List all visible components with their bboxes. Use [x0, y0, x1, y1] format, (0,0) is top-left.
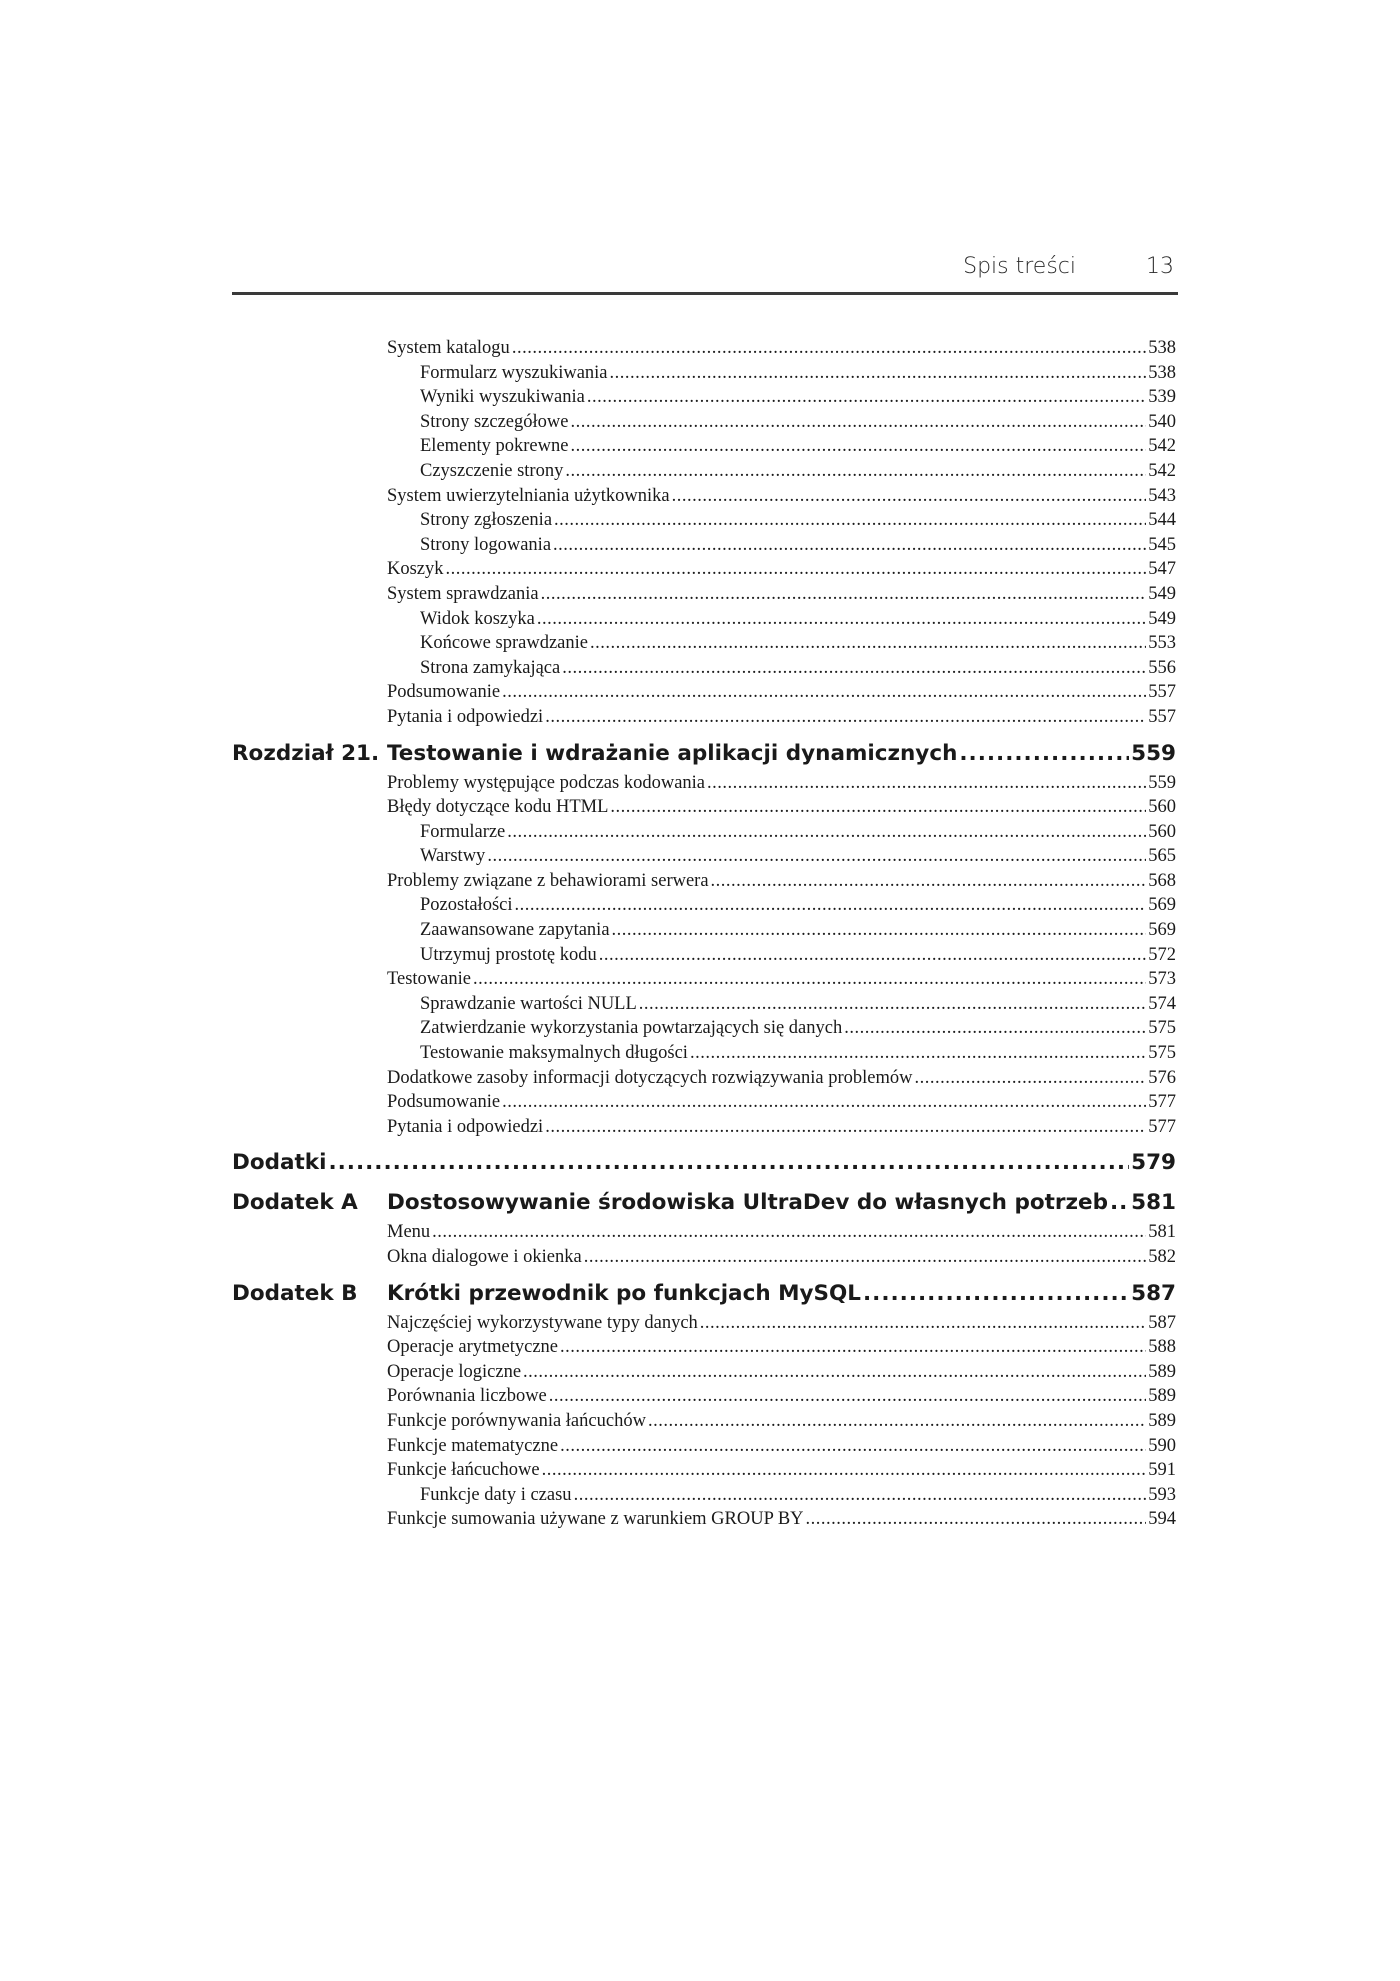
dot-leader [502, 680, 1146, 705]
toc-entry-title: Strony szczegółowe [420, 411, 569, 432]
toc-entry [232, 1360, 1176, 1385]
toc-entry-page-number: 538 [1148, 338, 1176, 358]
chapter-page-number: 559 [1131, 740, 1176, 766]
toc-entry-title: Operacje logiczne [387, 1361, 522, 1382]
toc-entry-title: Wyniki wyszukiwania [420, 387, 585, 408]
toc-entry-title: Strony zgłoszenia [420, 510, 553, 531]
toc-entry-page-number: 543 [1148, 485, 1176, 506]
dot-leader [707, 771, 1146, 796]
dot-leader [700, 1311, 1146, 1336]
toc-entry-title: Testowanie [387, 969, 471, 990]
chapter-21-heading [232, 738, 1176, 770]
toc-entry-title: Strony logowania [420, 534, 552, 555]
dot-leader [549, 1384, 1146, 1409]
toc-entry-title: Zatwierdzanie wykorzystania powtarzających się danych [420, 1018, 843, 1039]
toc-entry [232, 508, 1176, 533]
toc-entry-page-number: 565 [1148, 846, 1176, 867]
dot-leader [610, 361, 1147, 386]
dot-leader [863, 1278, 1129, 1310]
dot-leader [523, 1360, 1146, 1385]
toc-entry [232, 1507, 1176, 1532]
toc-entry-page-number: 545 [1148, 534, 1176, 555]
toc-entry-title: Zaawansowane zapytania [420, 920, 610, 941]
dot-leader [541, 582, 1147, 607]
toc-entry-page-number: 557 [1148, 706, 1176, 727]
toc-entry [232, 484, 1176, 509]
appendix-page-number: 581 [1131, 1190, 1176, 1216]
toc-entry [232, 1409, 1176, 1434]
running-header-page-number: 13 [1146, 254, 1174, 279]
appendix-title: Dostosowywanie środowiska UltraDev do własnych potrzeb [387, 1190, 1108, 1216]
toc-entry [232, 459, 1176, 484]
toc-entry-page-number: 542 [1148, 436, 1176, 457]
dot-leader [612, 918, 1147, 943]
toc-entry [232, 361, 1176, 386]
running-header-title: Spis treści [963, 254, 1076, 279]
dot-leader [328, 1147, 1129, 1179]
toc-entry-title: Funkcje sumowania używane z warunkiem GROUP BY [387, 1509, 804, 1530]
dot-leader [542, 1458, 1147, 1483]
appendices-heading [232, 1147, 1176, 1179]
toc-group-chapter-21 [232, 771, 1176, 1140]
toc-entry-title: Porównania liczbowe [387, 1386, 547, 1407]
toc-entry [232, 1066, 1176, 1091]
dot-leader [562, 656, 1146, 681]
toc-entry [232, 844, 1176, 869]
chapter-label: Rozdział 21. [232, 740, 380, 766]
toc-entry-page-number: 576 [1148, 1067, 1176, 1088]
appendix-title: Krótki przewodnik po funkcjach MySQL [387, 1280, 861, 1306]
toc-entry-page-number: 538 [1148, 362, 1176, 383]
toc-entry-page-number: 573 [1148, 969, 1176, 990]
toc-entry-page-number: 539 [1148, 387, 1176, 408]
chapter-title: Testowanie i wdrażanie aplikacji dynamicznych [387, 740, 958, 766]
toc-entry [232, 705, 1176, 730]
toc-entry [232, 893, 1176, 918]
toc-entry [232, 1384, 1176, 1409]
toc-entry-page-number: 589 [1148, 1386, 1176, 1407]
toc-entry [232, 795, 1176, 820]
appendix-label: Dodatek B [232, 1280, 358, 1306]
toc-entry-title: Menu [387, 1222, 431, 1243]
page-header [232, 250, 1178, 295]
toc-entry-page-number: 549 [1148, 583, 1176, 604]
toc-entry-title: Błędy dotyczące kodu HTML [387, 797, 609, 818]
toc-entry [232, 1434, 1176, 1459]
dot-leader [639, 992, 1146, 1017]
toc-entry [232, 1090, 1176, 1115]
toc-entry-page-number: 587 [1148, 1312, 1176, 1333]
dot-leader [570, 410, 1146, 435]
toc-entry-title: Czyszczenie strony [420, 460, 564, 481]
toc-entry-title: Dodatkowe zasoby informacji dotyczących rozwiązywania problemów [387, 1067, 913, 1088]
toc-entry [232, 967, 1176, 992]
toc-entry-page-number: 575 [1148, 1043, 1176, 1064]
toc-entry-title: System sprawdzania [387, 583, 539, 604]
dot-leader [711, 869, 1147, 894]
toc-entry-title: Podsumowanie [387, 1092, 501, 1113]
appendix-page-number: 587 [1131, 1280, 1176, 1306]
toc-entry [232, 1335, 1176, 1360]
toc-entry-page-number: 569 [1148, 895, 1176, 916]
toc-entry-title: Funkcje daty i czasu [420, 1484, 572, 1505]
toc-entry-page-number: 582 [1148, 1247, 1176, 1267]
dot-leader [515, 893, 1147, 918]
toc-entry-page-number: 593 [1148, 1484, 1176, 1505]
toc-entry [232, 1458, 1176, 1483]
toc-entry [232, 771, 1176, 796]
toc-entry-title: Pozostałości [420, 895, 513, 916]
toc-entry-title: Końcowe sprawdzanie [420, 633, 588, 654]
toc-entry [232, 385, 1176, 410]
dot-leader [806, 1507, 1147, 1532]
toc-entry-page-number: 590 [1148, 1435, 1176, 1456]
toc-entry-page-number: 575 [1148, 1018, 1176, 1039]
dot-leader [599, 943, 1146, 968]
appendix-a-heading [232, 1187, 1176, 1219]
toc-entry-page-number: 540 [1148, 411, 1176, 432]
dot-leader [570, 434, 1146, 459]
toc-entry [232, 1245, 1176, 1270]
toc-entry [232, 631, 1176, 656]
toc-entry [232, 533, 1176, 558]
dot-leader [959, 738, 1129, 770]
toc-entry-title: Elementy pokrewne [420, 436, 569, 457]
toc-group-chapter-20-continued [232, 336, 1176, 730]
toc-entry-page-number: 591 [1148, 1460, 1176, 1481]
dot-leader [584, 1245, 1147, 1270]
toc-entry-title: Pytania i odpowiedzi [387, 1116, 544, 1137]
toc-entry [232, 434, 1176, 459]
toc-entry-page-number: 569 [1148, 920, 1176, 941]
dot-leader [446, 557, 1147, 582]
toc-entry-page-number: 594 [1148, 1509, 1176, 1530]
toc-entry [232, 1483, 1176, 1508]
toc-entry-title: Podsumowanie [387, 682, 501, 703]
toc-entry-page-number: 574 [1148, 993, 1176, 1014]
toc-entry-title: Problemy występujące podczas kodowania [387, 772, 706, 793]
table-of-contents [232, 336, 1176, 1532]
dot-leader [844, 1016, 1146, 1041]
toc-entry-title: System katalogu [387, 338, 510, 358]
appendix-label: Dodatek A [232, 1190, 358, 1216]
toc-entry [232, 918, 1176, 943]
dot-leader [648, 1409, 1146, 1434]
toc-entry-page-number: 553 [1148, 633, 1176, 654]
dot-leader [560, 1335, 1146, 1360]
toc-group-appendix-b [232, 1311, 1176, 1532]
toc-entry-title: Pytania i odpowiedzi [387, 706, 544, 727]
dot-leader [574, 1483, 1147, 1508]
appendix-b-heading [232, 1278, 1176, 1310]
toc-entry-page-number: 549 [1148, 608, 1176, 629]
toc-entry-title: Sprawdzanie wartości NULL [420, 993, 637, 1014]
toc-entry [232, 1115, 1176, 1140]
dot-leader [545, 705, 1146, 730]
dot-leader [587, 385, 1146, 410]
toc-entry-title: Warstwy [420, 846, 486, 867]
toc-entry [232, 656, 1176, 681]
dot-leader [507, 820, 1146, 845]
toc-entry [232, 820, 1176, 845]
toc-entry-title: Koszyk [387, 559, 444, 580]
toc-entry-page-number: 560 [1148, 797, 1176, 818]
dot-leader [590, 631, 1146, 656]
toc-entry-page-number: 581 [1148, 1222, 1176, 1243]
toc-entry-page-number: 568 [1148, 870, 1176, 891]
toc-entry-page-number: 572 [1148, 944, 1176, 965]
dot-leader [554, 508, 1146, 533]
dot-leader [537, 607, 1146, 632]
toc-entry [232, 680, 1176, 705]
toc-entry [232, 869, 1176, 894]
toc-entry-title: Funkcje porównywania łańcuchów [387, 1410, 646, 1431]
toc-entry-page-number: 589 [1148, 1410, 1176, 1431]
toc-entry-title: Okna dialogowe i okienka [387, 1247, 582, 1267]
toc-entry-page-number: 589 [1148, 1361, 1176, 1382]
toc-entry-title: Problemy związane z behawiorami serwera [387, 870, 709, 891]
toc-entry [232, 992, 1176, 1017]
dot-leader [512, 336, 1146, 361]
toc-entry-page-number: 588 [1148, 1337, 1176, 1358]
toc-entry-title: Utrzymuj prostotę kodu [420, 944, 597, 965]
toc-entry-page-number: 560 [1148, 821, 1176, 842]
toc-entry-title: Widok koszyka [420, 608, 535, 629]
toc-entry-page-number: 557 [1148, 682, 1176, 703]
appendices-page-number: 579 [1131, 1150, 1176, 1176]
dot-leader [610, 795, 1146, 820]
toc-entry [232, 1041, 1176, 1066]
toc-entry-page-number: 559 [1148, 772, 1176, 793]
toc-entry-title: Najczęściej wykorzystywane typy danych [387, 1312, 698, 1333]
toc-entry-title: Testowanie maksymalnych długości [420, 1043, 688, 1064]
toc-entry-page-number: 577 [1148, 1116, 1176, 1137]
dot-leader [473, 967, 1146, 992]
toc-entry [232, 582, 1176, 607]
dot-leader [690, 1041, 1146, 1066]
toc-entry-title: Formularze [420, 821, 506, 842]
toc-entry [232, 607, 1176, 632]
dot-leader [565, 459, 1146, 484]
toc-entry-title: System uwierzytelniania użytkownika [387, 485, 670, 506]
toc-entry-title: Formularz wyszukiwania [420, 362, 608, 383]
toc-entry-page-number: 544 [1148, 510, 1176, 531]
toc-entry [232, 1016, 1176, 1041]
dot-leader [545, 1115, 1146, 1140]
toc-entry-title: Strona zamykająca [420, 657, 561, 678]
dot-leader [502, 1090, 1146, 1115]
dot-leader [672, 484, 1147, 509]
toc-group-appendix-a [232, 1220, 1176, 1269]
toc-entry-page-number: 556 [1148, 657, 1176, 678]
dot-leader [560, 1434, 1146, 1459]
toc-entry-page-number: 547 [1148, 559, 1176, 580]
dot-leader [432, 1220, 1146, 1245]
toc-entry-page-number: 542 [1148, 460, 1176, 481]
dot-leader [553, 533, 1146, 558]
dot-leader [487, 844, 1146, 869]
toc-entry [232, 557, 1176, 582]
toc-entry [232, 1311, 1176, 1336]
toc-entry-title: Funkcje łańcuchowe [387, 1460, 540, 1481]
appendices-title: Dodatki [232, 1150, 327, 1176]
toc-entry [232, 1220, 1176, 1245]
toc-entry [232, 336, 1176, 361]
dot-leader [915, 1066, 1147, 1091]
toc-entry-title: Operacje arytmetyczne [387, 1337, 559, 1358]
dot-leader [1110, 1187, 1129, 1219]
toc-entry [232, 943, 1176, 968]
toc-entry [232, 410, 1176, 435]
toc-entry-title: Funkcje matematyczne [387, 1435, 559, 1456]
toc-entry-page-number: 577 [1148, 1092, 1176, 1113]
